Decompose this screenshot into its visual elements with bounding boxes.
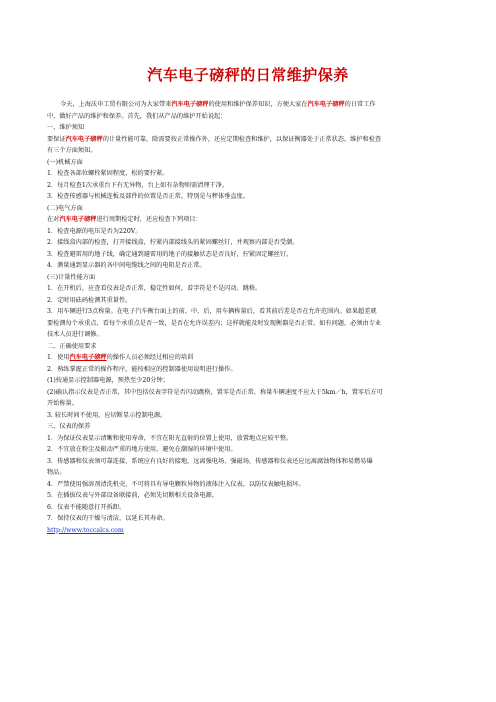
website-link[interactable]: http://www.toccalcs.com bbox=[47, 526, 124, 534]
intro-paragraph: 今天，上海沃申工贸有限公司为大家带来汽车电子磅秤的使用和维护保养知识，方便大家在汽车电子磅秤的日常工作 bbox=[60, 101, 376, 108]
list-item: 1．使用汽车电子磅秤的操作人员必须经过相应的培训 bbox=[47, 354, 194, 361]
list-item: 3．传感器和仪表须可靠连接，系统应有良好的接地，远离强电场、强磁场，传感器和仪表还应远离腐蚀物体和易燃易爆 bbox=[47, 457, 373, 465]
keyword-highlight: 汽车电子磅秤 bbox=[59, 216, 97, 223]
list-item: 1．为保证仪表显示清晰和使用寿命，不宜在阳光直射的位置上使用，放置地点应较平整。 bbox=[47, 434, 293, 442]
keyword-highlight: 汽车电子磅秤 bbox=[69, 354, 107, 361]
list-item: 2．每月检查1次承重台下有无异物，台上如有杂物则需清理干净。 bbox=[47, 181, 229, 189]
list-item-cont: 要检测每个承重点，看每个承重点是否一致，是否在允许误差内；这样就能及时发现衡器是否正常。如有问题，必须由专业 bbox=[47, 319, 382, 327]
list-item: (1)按通显示控制器电源，预热至少20分钟； bbox=[47, 377, 169, 384]
list-item: 2．定时用砝码检测其重量性。 bbox=[47, 296, 132, 304]
list-item: 7．保持仪表的干燥与清洁，以延长其寿命。 bbox=[47, 515, 169, 522]
section-heading: 三、仪表的保养 bbox=[47, 423, 91, 430]
list-item: 1．检查各部位螺栓紧固程度，松的要拧紧。 bbox=[47, 170, 169, 177]
list-item: 1．在开机后，应查看仪表是否正常，稳定性如何，看字符是不是闪动、跳格。 bbox=[47, 285, 262, 292]
list-item: 3．检查避雷用的地子线，确定通到避雷用的地子的接触状态是否良好，拧紧固定螺丝钉。 bbox=[47, 250, 293, 258]
list-item: 1．检查电源的电压是否为220V。 bbox=[47, 227, 142, 235]
intro-paragraph-cont: 中，做好产品的维护和保养。首先，我们从产品的维护开始说起： bbox=[47, 112, 227, 120]
list-item: 2．接线盒内部的检查，打开接线盒，拧紧内部接线头的紧固螺丝钉，并观察内部是否受潮。 bbox=[47, 239, 299, 246]
list-item: 3．用车辆进行3点称量。在电子汽车衡台面上的前、中、后，用车辆称量后，看其前后差是否在允许范围内。如果超差就 bbox=[47, 308, 377, 315]
list-item-cont: 技术人员进行调修。 bbox=[47, 331, 103, 338]
paragraph: 要保证汽车电子磅秤的计量性能可靠，除需要按正常操作外，还应定期检查和维护，以保证衡器处于正常状态。维护和检查 bbox=[47, 135, 382, 143]
section-heading: 一、维护须知 bbox=[47, 124, 85, 131]
list-item: 6．仪表不能随意打开拆卸。 bbox=[47, 503, 126, 511]
list-item: 4．测量通到显示器的各中间电缆线之间的电阻是否正常。 bbox=[47, 262, 206, 269]
subsection-heading: (三)计量性能方面 bbox=[47, 273, 96, 281]
list-item: (2)确认指示仪表是否正常，其中包括仪表字符是否闪动跳格，置零是否正常，称量车辆速度不应大于5km／h，置零后方可 bbox=[47, 388, 383, 396]
subsection-heading: (一)机械方面 bbox=[47, 158, 83, 166]
list-item: 3．检查传感器与机械连板及部件的位置是否正常，特别是与秤体垂直度。 bbox=[47, 193, 249, 200]
list-item: 4．严禁使用强溶剂清洗机壳，不可将具有导电颗粒异物的液体注入仪表，以防仪表触电损坏。 bbox=[47, 480, 305, 488]
list-item: 2．熟练掌握正常的操作程序，能按相应的控制器使用说明进行操作。 bbox=[47, 365, 237, 373]
document-title: 汽车电子磅秤的日常维护保养 bbox=[147, 66, 349, 84]
list-item: 3. 较长时间不使用，应切断显示控制电源。 bbox=[47, 411, 167, 419]
list-item-cont: 物品。 bbox=[47, 469, 66, 476]
section-heading: 二、正确使用要求 bbox=[47, 342, 97, 350]
keyword-highlight: 汽车电子磅秤 bbox=[307, 101, 345, 108]
list-item: 5．在插拔仪表与外部设备联接前，必须先切断相关设备电源。 bbox=[47, 492, 218, 499]
subsection-heading: (二)电气方面 bbox=[47, 204, 83, 212]
document-body bbox=[47, 99, 449, 536]
list-item-cont: 开始称量。 bbox=[47, 400, 78, 407]
keyword-highlight: 汽车电子磅秤 bbox=[171, 101, 209, 108]
paragraph-cont: 有三个方面须知。 bbox=[47, 147, 97, 154]
list-item: 2．不宜放在粉尘及振动严重的地方使用，避免在潮湿的环境中使用。 bbox=[47, 446, 237, 453]
keyword-highlight: 汽车电子磅秤 bbox=[65, 135, 103, 143]
paragraph: 在对汽车电子磅秤进行周期检定时，还应检查下列项目： bbox=[47, 216, 202, 223]
